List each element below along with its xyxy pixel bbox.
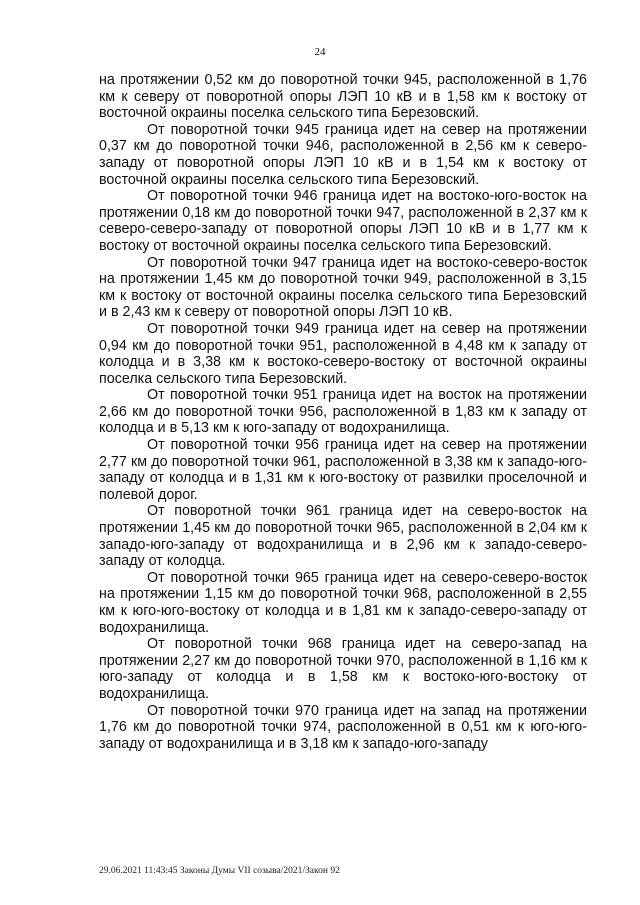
paragraph-point-951: От поворотной точки 951 граница идет на восток на протяжении 2,66 км до поворотной точки 956, расположенной в 1,83 км к западу от колодца и в 5,13 км к юго-западу от водохранилища. bbox=[99, 387, 587, 437]
paragraph-point-970: От поворотной точки 970 граница идет на запад на протяжении 1,76 км до поворотной точки 974, расположенной в 0,51 км к юго-юго-западу от водохранилища и в 3,18 км к западо-юго-западу bbox=[99, 702, 587, 752]
paragraph-point-965: От поворотной точки 965 граница идет на северо-северо-восток на протяжении 1,15 км до поворотной точки 968, расположенной в 2,55 км к юго-юго-востоку от колодца и в 1,81 км к западо-северо-западу от водохранилища. bbox=[99, 569, 587, 636]
paragraph-point-947: От поворотной точки 947 граница идет на востоко-северо-восток на протяжении 1,45 км до поворотной точки 949, расположенной в 3,15 км к востоку от восточной окраины поселка сельского типа Березовский и в 2,43 км к северу от поворотной опоры ЛЭП 10 кВ. bbox=[99, 254, 587, 321]
paragraph-point-949: От поворотной точки 949 граница идет на север на протяжении 0,94 км до поворотной точки 951, расположенной в 4,48 км к западу от колодца и в 3,38 км к востоко-северо-востоку от восточной окраины поселка сельского типа Березовский. bbox=[99, 320, 587, 387]
document-body bbox=[99, 72, 587, 752]
paragraph-point-961: От поворотной точки 961 граница идет на северо-восток на протяжении 1,45 км до поворотной точки 965, расположенной в 2,04 км к западо-юго-западу от водохранилища и в 2,96 км к западо-северо-западу от колодца. bbox=[99, 503, 587, 570]
document-footer-stamp: 29.06.2021 11:43:45 Законы Думы VII созыва/2021/Закон 92 bbox=[99, 866, 340, 876]
paragraph-point-945: От поворотной точки 945 граница идет на север на протяжении 0,37 км до поворотной точки 946, расположенной в 2,56 км к северо-западу от поворотной опоры ЛЭП 10 кВ и в 1,54 км к востоку от восточной окраины поселка сельского типа Березовский. bbox=[99, 121, 587, 188]
paragraph-point-956: От поворотной точки 956 граница идет на север на протяжении 2,77 км до поворотной точки 961, расположенной в 3,38 км к западо-юго-западу от колодца и в 1,31 км к юго-востоку от развилки проселочной и полевой дорог. bbox=[99, 437, 587, 503]
paragraph-point-946: От поворотной точки 946 граница идет на востоко-юго-восток на протяжении 0,18 км до поворотной точки 947, расположенной в 2,37 км к северо-северо-западу от поворотной опоры ЛЭП 10 кВ и в 1,77 км к востоку от восточной окраины поселка сельского типа Березовский. bbox=[99, 188, 587, 254]
page-number: 24 bbox=[314, 46, 326, 58]
paragraph-continuation: на протяжении 0,52 км до поворотной точки 945, расположенной в 1,76 км к северу от поворотной опоры ЛЭП 10 кВ и в 1,58 км к востоку от восточной окраины поселка сельского типа Березовский. bbox=[99, 72, 587, 122]
paragraph-point-968: От поворотной точки 968 граница идет на северо-запад на протяжении 2,27 км до поворотной точки 970, расположенной в 1,16 км к юго-западу от колодца и в 1,58 км к востоко-юго-востоку от водохранилища. bbox=[99, 636, 587, 702]
